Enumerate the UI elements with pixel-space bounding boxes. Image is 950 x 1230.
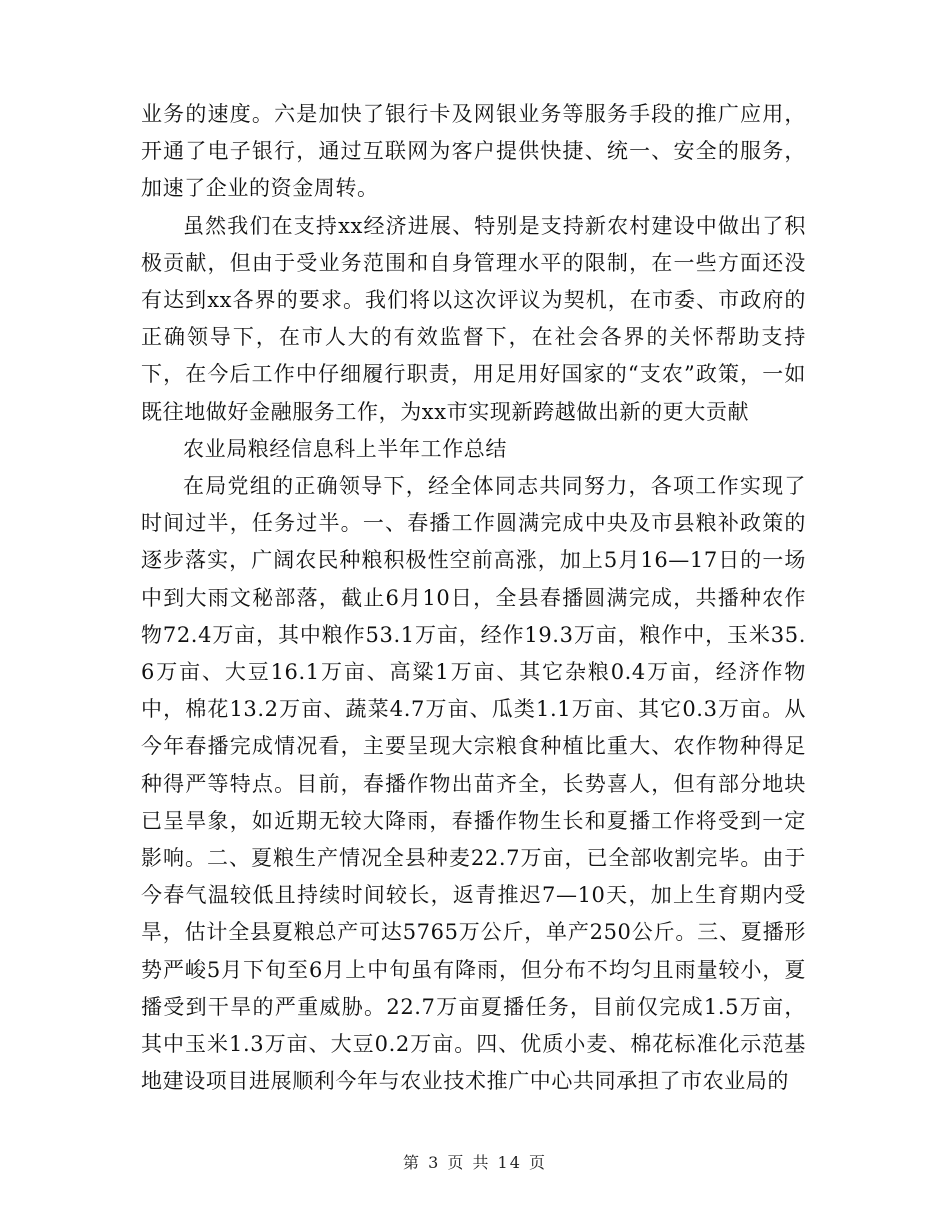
page-number-footer: 第 3 页 共 14 页 [403, 1153, 547, 1172]
section-title: 农业局粮经信息科上半年工作总结 [183, 436, 507, 461]
paragraph-closing-statement: 虽然我们在支持xx经济进展、特别是支持新农村建设中做出了积极贡献，但由于受业务范围和自身管理水平的限制，在一些方面还没有达到xx各界的要求。我们将以这次评议为契机，在市委、市政府的正确领导下，在市人大的有效监督下，在社会各界的关怀帮助支持下，在今后工作中仔细履行职责，用足用好国家的“支农”政策，一如既往地做好金融服务工作，为xx市实现新跨越做出新的更大贡献 [141, 213, 806, 424]
paragraph-continuation: 业务的速度。六是加快了银行卡及网银业务等服务手段的推广应用，开通了电子银行，通过互联网为客户提供快捷、统一、安全的服务，加速了企业的资金周转。 [141, 102, 806, 201]
document-body [141, 96, 806, 1100]
paragraph-work-summary: 在局党组的正确领导下，经全体同志共同努力，各项工作实现了时间过半，任务过半。一、春播工作圆满完成中央及市县粮补政策的逐步落实，广阔农民种粮积极性空前高涨，加上5月16—17日的一场中到大雨文秘部落，截止6月10日，全县春播圆满完成，共播种农作物72.4万亩，其中粮作53.1万亩，经作19.3万亩，粮作中，玉米35.6万亩、大豆16.1万亩、高粱1万亩、其它杂粮0.4万亩，经济作物中，棉花13.2万亩、蔬菜4.7万亩、瓜类1.1万亩、其它0.3万亩。从今年春播完成情况看，主要呈现大宗粮食种植比重大、农作物种得足种得严等特点。目前，春播作物出苗齐全，长势喜人，但有部分地块已呈旱象，如近期无较大降雨，春播作物生长和夏播工作将受到一定影响。二、夏粮生产情况全县种麦22.7万亩，已全部收割完毕。由于今春气温较低且持续时间较长，返青推迟7—10天，加上生育期内受旱，估计全县夏粮总产可达5765万公斤，单产250公斤。三、夏播形势严峻5月下旬至6月上中旬虽有降雨，但分布不均匀且雨量较小，夏播受到干旱的严重威胁。22.7万亩夏播任务，目前仅完成1.5万亩，其中玉米1.3万亩、大豆0.2万亩。四、优质小麦、棉花标准化示范基地建设项目进展顺利今年与农业技术推广中心共同承担了市农业局的 [141, 474, 806, 1094]
